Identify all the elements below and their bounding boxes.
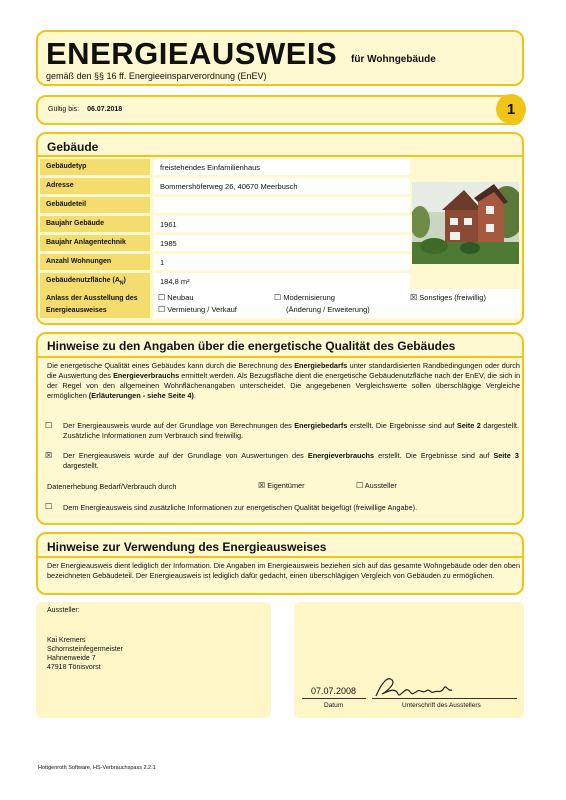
issuer-name: Kai Kremers bbox=[47, 637, 86, 644]
option-vermietung[interactable]: ☐ Vermietung / Verkauf bbox=[158, 305, 237, 314]
checkbox-issuer[interactable]: ☐ Aussteller bbox=[356, 481, 397, 490]
signature-label: Unterschrift des Ausstellers bbox=[402, 702, 481, 709]
usage-section-title: Hinweise zur Verwendung des Energieausweises bbox=[47, 540, 327, 554]
issuer-city: 47918 Tönisvorst bbox=[47, 664, 101, 671]
option-neubau[interactable]: ☐ Neubau bbox=[158, 293, 194, 302]
document-subtitle: für Wohngebäude bbox=[351, 54, 436, 65]
system-year-value: 1985 bbox=[154, 235, 410, 251]
date-line bbox=[302, 698, 366, 699]
building-photo bbox=[412, 182, 519, 264]
checkbox-owner[interactable]: ☒ Eigentümer bbox=[258, 481, 305, 490]
building-section-title: Gebäude bbox=[47, 140, 99, 154]
legal-basis: gemäß den §§ 16 ff. Energieeinsparverordnung (EnEV) bbox=[46, 71, 267, 81]
option-energy-consumption-text: Der Energieausweis wurde auf der Grundlage von Auswertungen des Energieverbrauchs erstellt. Die Ergebnisse sind auf Seite 3 dargestellt. bbox=[63, 451, 519, 470]
building-type-value: freistehendes Einfamilienhaus bbox=[154, 159, 410, 175]
valid-until: Gültig bis: 06.07.2018 bbox=[48, 106, 123, 113]
page-number-badge: 1 bbox=[496, 94, 526, 124]
building-part-value bbox=[154, 197, 410, 213]
document-title: ENERGIEAUSWEIS bbox=[46, 36, 338, 71]
construction-year-value: 1961 bbox=[154, 216, 410, 232]
checkbox-energy-consumption[interactable]: ☒ bbox=[45, 451, 53, 460]
issuer-street: Hahnenweide 7 bbox=[47, 655, 96, 662]
usage-text: Der Energieausweis dient lediglich der Information. Die Angaben im Energieausweis beziehen sich auf das gesamte Wohngebäude oder den oben bezeichneten Gebäudeteil. Der Energieausweis ist lediglich dafür gedacht, einen überschlägigen Vergleich von Gebäuden zu ermöglichen. bbox=[47, 561, 520, 580]
divider bbox=[38, 556, 522, 558]
usable-area-value: 184,8 m² bbox=[154, 273, 410, 289]
option-modernisierung-detail: (Änderung / Erweiterung) bbox=[286, 305, 370, 314]
issuer-title: Schornsteinfegermeister bbox=[47, 646, 123, 653]
divider bbox=[38, 155, 522, 157]
checkbox-additional-info[interactable]: ☐ bbox=[45, 502, 53, 511]
date-label: Datum bbox=[324, 702, 344, 709]
issue-reason-options bbox=[154, 289, 520, 318]
option-energy-demand-text: Der Energieausweis wurde auf der Grundlage von Berechnungen des Energiebedarfs erstellt. Die Ergebnisse sind auf Seite 2 dargestellt. Zusätzliche Informationen zum Verbrauch sind freiwillig. bbox=[63, 421, 519, 440]
checkbox-energy-demand[interactable]: ☐ bbox=[45, 421, 53, 430]
additional-info-text: Dem Energieausweis sind zusätzliche Informationen zur energetischen Qualität beigefügt (freiwillige Angabe). bbox=[63, 503, 418, 512]
software-footer: Hottgenroth Software, HS-Verbrauchspass 2.2.1 bbox=[38, 765, 156, 771]
apartments-value: 1 bbox=[154, 254, 410, 270]
handwritten-signature bbox=[372, 672, 462, 702]
hints-section-title: Hinweise zu den Angaben über die energetische Qualität des Gebäudes bbox=[47, 339, 456, 353]
issuer-label: Aussteller: bbox=[47, 607, 80, 614]
address-value: Bommershöferweg 26, 40670 Meerbusch bbox=[154, 178, 410, 194]
option-sonstiges[interactable]: ☒ Sonstiges (freiwillig) bbox=[410, 293, 486, 302]
divider bbox=[38, 356, 522, 358]
issue-date: 07.07.2008 bbox=[311, 686, 357, 696]
option-modernisierung[interactable]: ☐ Modernisierung bbox=[274, 293, 335, 302]
data-collection-label: Datenerhebung Bedarf/Verbrauch durch bbox=[47, 482, 177, 491]
hints-intro: Die energetische Qualität eines Gebäudes kann durch die Berechnung des Energiebedarfs unter standardisierten Randbedingungen oder durch die Auswertung des Energieverbrauchs ermittelt werden. Als Bezugsfläche dient die energetische Gebäudenutzfläche nach der EnEV, die sich in der Regel von den allgemeinen Wohnflächenangaben unterscheidet. Die angegebenen Vergleichswerte sollen überschlägige Vergleiche ermöglichen (Erläuterungen - siehe Seite 4). bbox=[47, 361, 520, 400]
